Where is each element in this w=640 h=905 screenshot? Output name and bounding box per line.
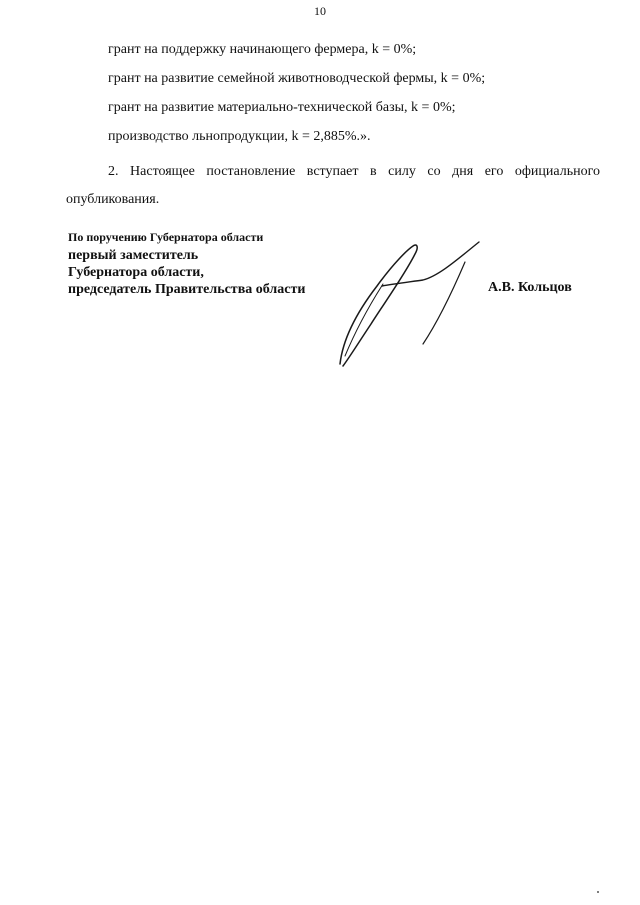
document-body [66,42,600,214]
signature-block [68,230,358,298]
list-item-grant-material-base: грант на развитие материально-технической базы, k = 0%; [108,100,456,115]
signature-position-line-1: первый заместитель [68,248,199,263]
signature-position-line-2: Губернатора области, [68,265,204,280]
list-item-grant-beginner-farmer: грант на поддержку начинающего фермера, k = 0%; [108,42,417,57]
list-item-flax-production: производство льнопродукции, k = 2,885%.». [108,129,371,144]
handwritten-signature-icon [335,240,495,370]
list-item-grant-family-farm: грант на развитие семейной животноводческой фермы, k = 0%; [108,71,486,86]
page-number: 10 [314,4,326,18]
signer-name: А.В. Кольцов [488,280,572,295]
signature-position-line-3: председатель Правительства области [68,282,306,297]
corner-dot-mark [597,891,599,893]
paragraph-effective-date: 2. Настоящее постановление вступает в силу со дня его официального опубликования. [66,164,600,207]
signature-authority-note: По поручению Губернатора области [68,230,264,244]
